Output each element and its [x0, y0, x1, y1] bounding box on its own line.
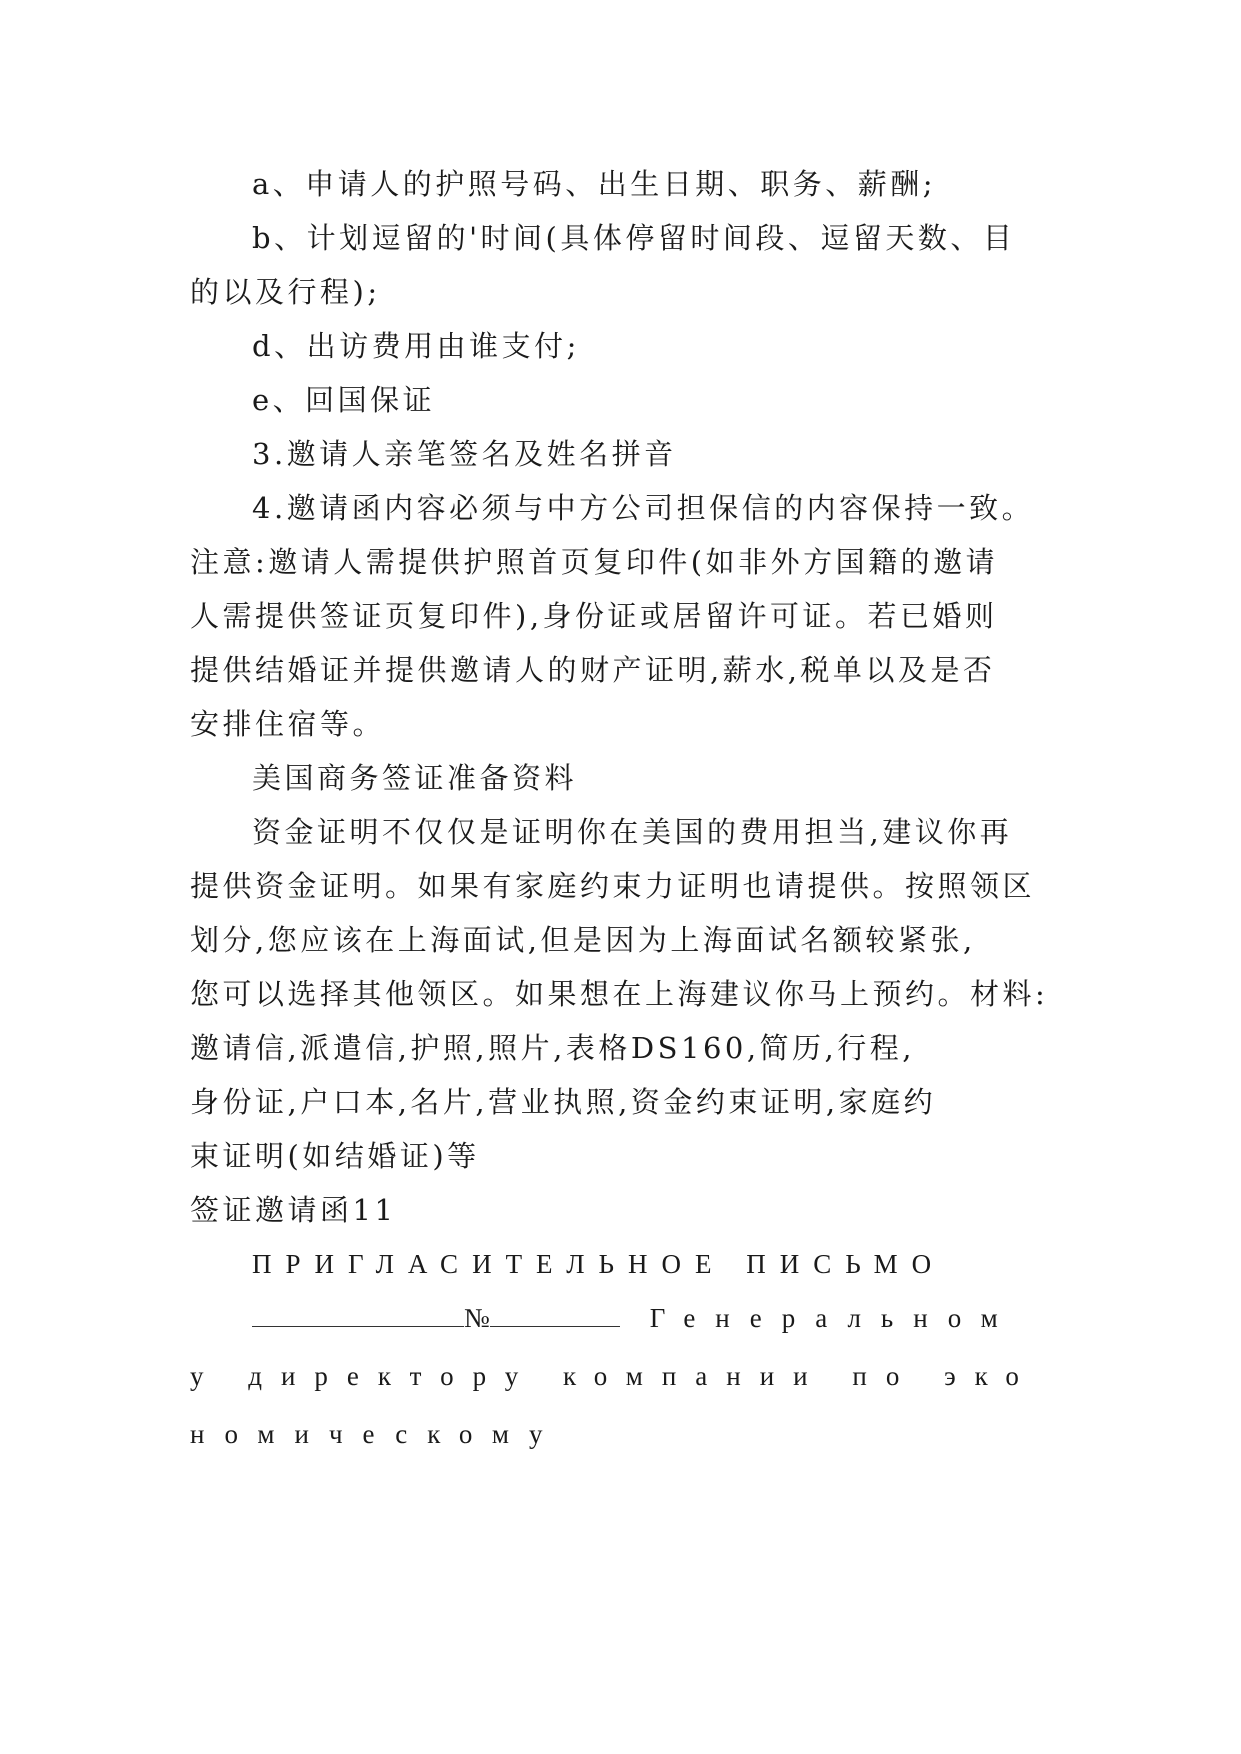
addressee-line-continued: номическому	[190, 1419, 563, 1449]
body-paragraph-line: 身份证,户口本,名片,营业执照,资金约束证明,家庭约	[190, 1085, 937, 1119]
list-item-a: a、申请人的护照号码、出生日期、职务、薪酬;	[252, 167, 937, 201]
body-paragraph-line: 提供资金证明。如果有家庭约束力证明也请提供。按照领区	[190, 869, 1036, 903]
note-paragraph-line: 注意:邀请人需提供护照首页复印件(如非外方国籍的邀请	[190, 545, 999, 579]
body-paragraph-line: 划分,您应该在上海面试,但是因为上海面试名额较紧张,	[190, 923, 976, 957]
numbered-item-3: 3.邀请人亲笔签名及姓名拼音	[252, 437, 677, 471]
addressee-line	[252, 1298, 1018, 1338]
list-item-b: b、计划逗留的'时间(具体停留时间段、逗留天数、目	[252, 221, 1016, 255]
list-item-b-continued: 的以及行程);	[190, 275, 381, 309]
body-paragraph-line: 束证明(如结婚证)等	[190, 1139, 480, 1173]
addressee-line-continued: у директору компании по эко	[190, 1361, 1038, 1391]
section-heading: 美国商务签证准备资料	[252, 761, 578, 795]
document-title: 签证邀请函11	[190, 1193, 397, 1227]
note-paragraph-line: 人需提供签证页复印件),身份证或居留许可证。若已婚则	[190, 599, 998, 633]
body-paragraph-line: 邀请信,派遣信,护照,照片,表格DS160,简历,行程,	[190, 1031, 915, 1065]
list-item-d: d、出访费用由谁支付;	[252, 329, 580, 363]
note-paragraph-line: 安排住宿等。	[190, 707, 386, 741]
blank-field	[252, 1300, 464, 1327]
blank-field	[490, 1300, 620, 1327]
note-paragraph-line: 提供结婚证并提供邀请人的财产证明,薪水,税单以及是否	[190, 653, 996, 687]
number-sign: №	[464, 1303, 490, 1333]
list-item-e: e、回国保证	[252, 383, 436, 417]
body-paragraph-line: 资金证明不仅仅是证明你在美国的费用担当,建议你再	[252, 815, 1013, 849]
numbered-item-4: 4.邀请函内容必须与中方公司担保信的内容保持一致。	[252, 491, 1035, 525]
invitation-letter-heading: ПРИГЛАСИТЕЛЬНОЕ ПИСЬМО	[252, 1249, 946, 1279]
body-paragraph-line: 您可以选择其他领区。如果想在上海建议你马上预约。材料:	[190, 977, 1049, 1011]
addressee-text: Генеральном	[649, 1303, 1018, 1333]
